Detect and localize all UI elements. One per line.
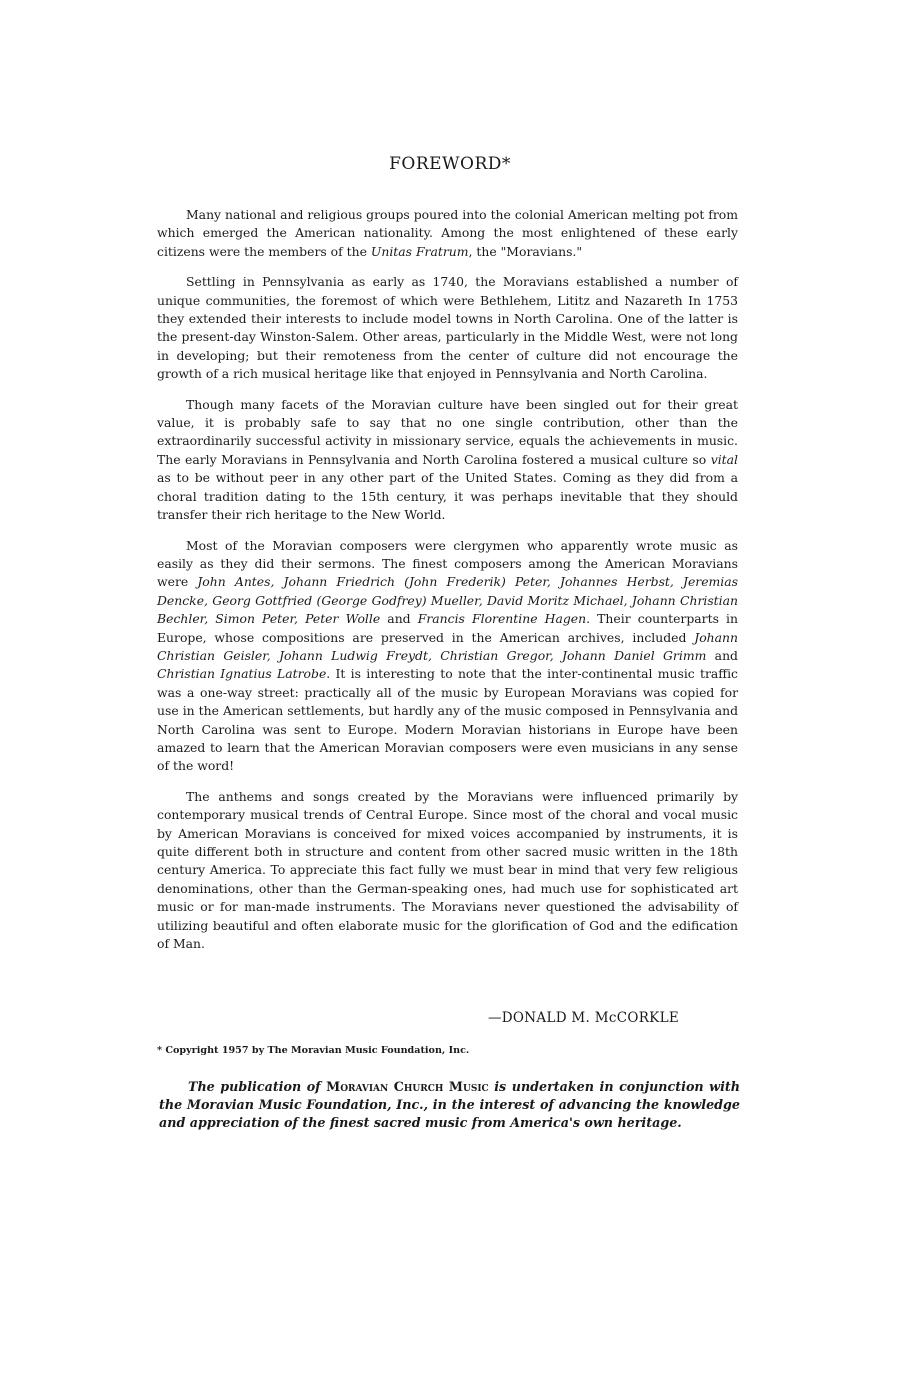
paragraph-1: Many national and religious groups poured into the colonial American melting pot from which emerged the American nationality. Among the most enlightened of these early citizens were the members of the Unitas Fratrum, the "Moravians." [157,207,738,259]
author-signature: —DONALD M. McCORKLE [488,1010,679,1026]
paragraph-4: Most of the Moravian composers were clergymen who apparently wrote music as easily as they did their sermons. The finest composers among the American Moravians were John Antes, Johann Friedrich (John Frederik) Peter, Johannes Herbst, Jeremias Dencke, Georg Gottfried (George Godfrey) Mueller, David Moritz Michael, Johann Christian Bechler, Simon Peter, Peter Wolle and Francis Florentine Hagen. Their counterparts in Europe, whose compositions are preserved in the American archives, included Johann Christian Geisler, Johann Ludwig Freydt, Christian Gregor, Johann Daniel Grimm and Christian Ignatius Latrobe. It is interesting to note that the inter-continental music traffic was a one-way street: practically all of the music by European Moravians was copied for use in the American settlements, but hardly any of the music composed in Pennsylvania and North Carolina was sent to Europe. Modern Moravian historians in Europe have been amazed to learn that the American Moravian composers were even musicians in any sense of the word! [157,537,739,774]
publication-note: The publication of Moravian Church Music is undertaken in conjunction with the Moravian Music Foundation, Inc., in the interest of advancing the knowledge and appreciation of the finest sacred music from America's own heritage. [159,1079,740,1130]
paragraph-3: Though many facets of the Moravian culture have been singled out for their great value, it is probably safe to say that no one single contribution, other than the extraordinarily successful activity in missionary service, equals the achievements in music. The early Moravians in Pennsylvania and North Carolina fostered a musical culture so vital as to be without peer in any other part of the United States. Coming as they did from a choral tradition dating to the 15th century, it was perhaps inevitable that they should transfer their rich heritage to the New World. [157,396,738,523]
page-title: FOREWORD* [389,154,511,174]
foreword-body [157,206,738,965]
paragraph-5: The anthems and songs created by the Moravians were influenced primarily by contemporary musical trends of Central Europe. Since most of the choral and vocal music by American Moravians is conceived for mixed voices accompanied by instruments, it is quite different both in structure and content from other sacred music written in the 18th century America. To appreciate this fact fully we must bear in mind that very few religious denominations, other than the German-speaking ones, had much use for sophisticated art music or for man-made instruments. The Moravians never questioned the advisability of utilizing beautiful and often elaborate music for the glorification of God and the edification of Man. [157,788,738,952]
paragraph-2: Settling in Pennsylvania as early as 1740, the Moravians established a number of unique communities, the foremost of which were Bethlehem, Lititz and Nazareth In 1753 they extended their interests to include model towns in North Carolina. One of the latter is the present-day Winston-Salem. Other areas, particularly in the Middle West, were not long in developing; but their remoteness from the center of culture did not encourage the growth of a rich musical heritage like that enjoyed in Pennsylvania and North Carolina. [157,274,738,382]
copyright-footnote: * Copyright 1957 by The Moravian Music Foundation, Inc. [157,1045,470,1056]
